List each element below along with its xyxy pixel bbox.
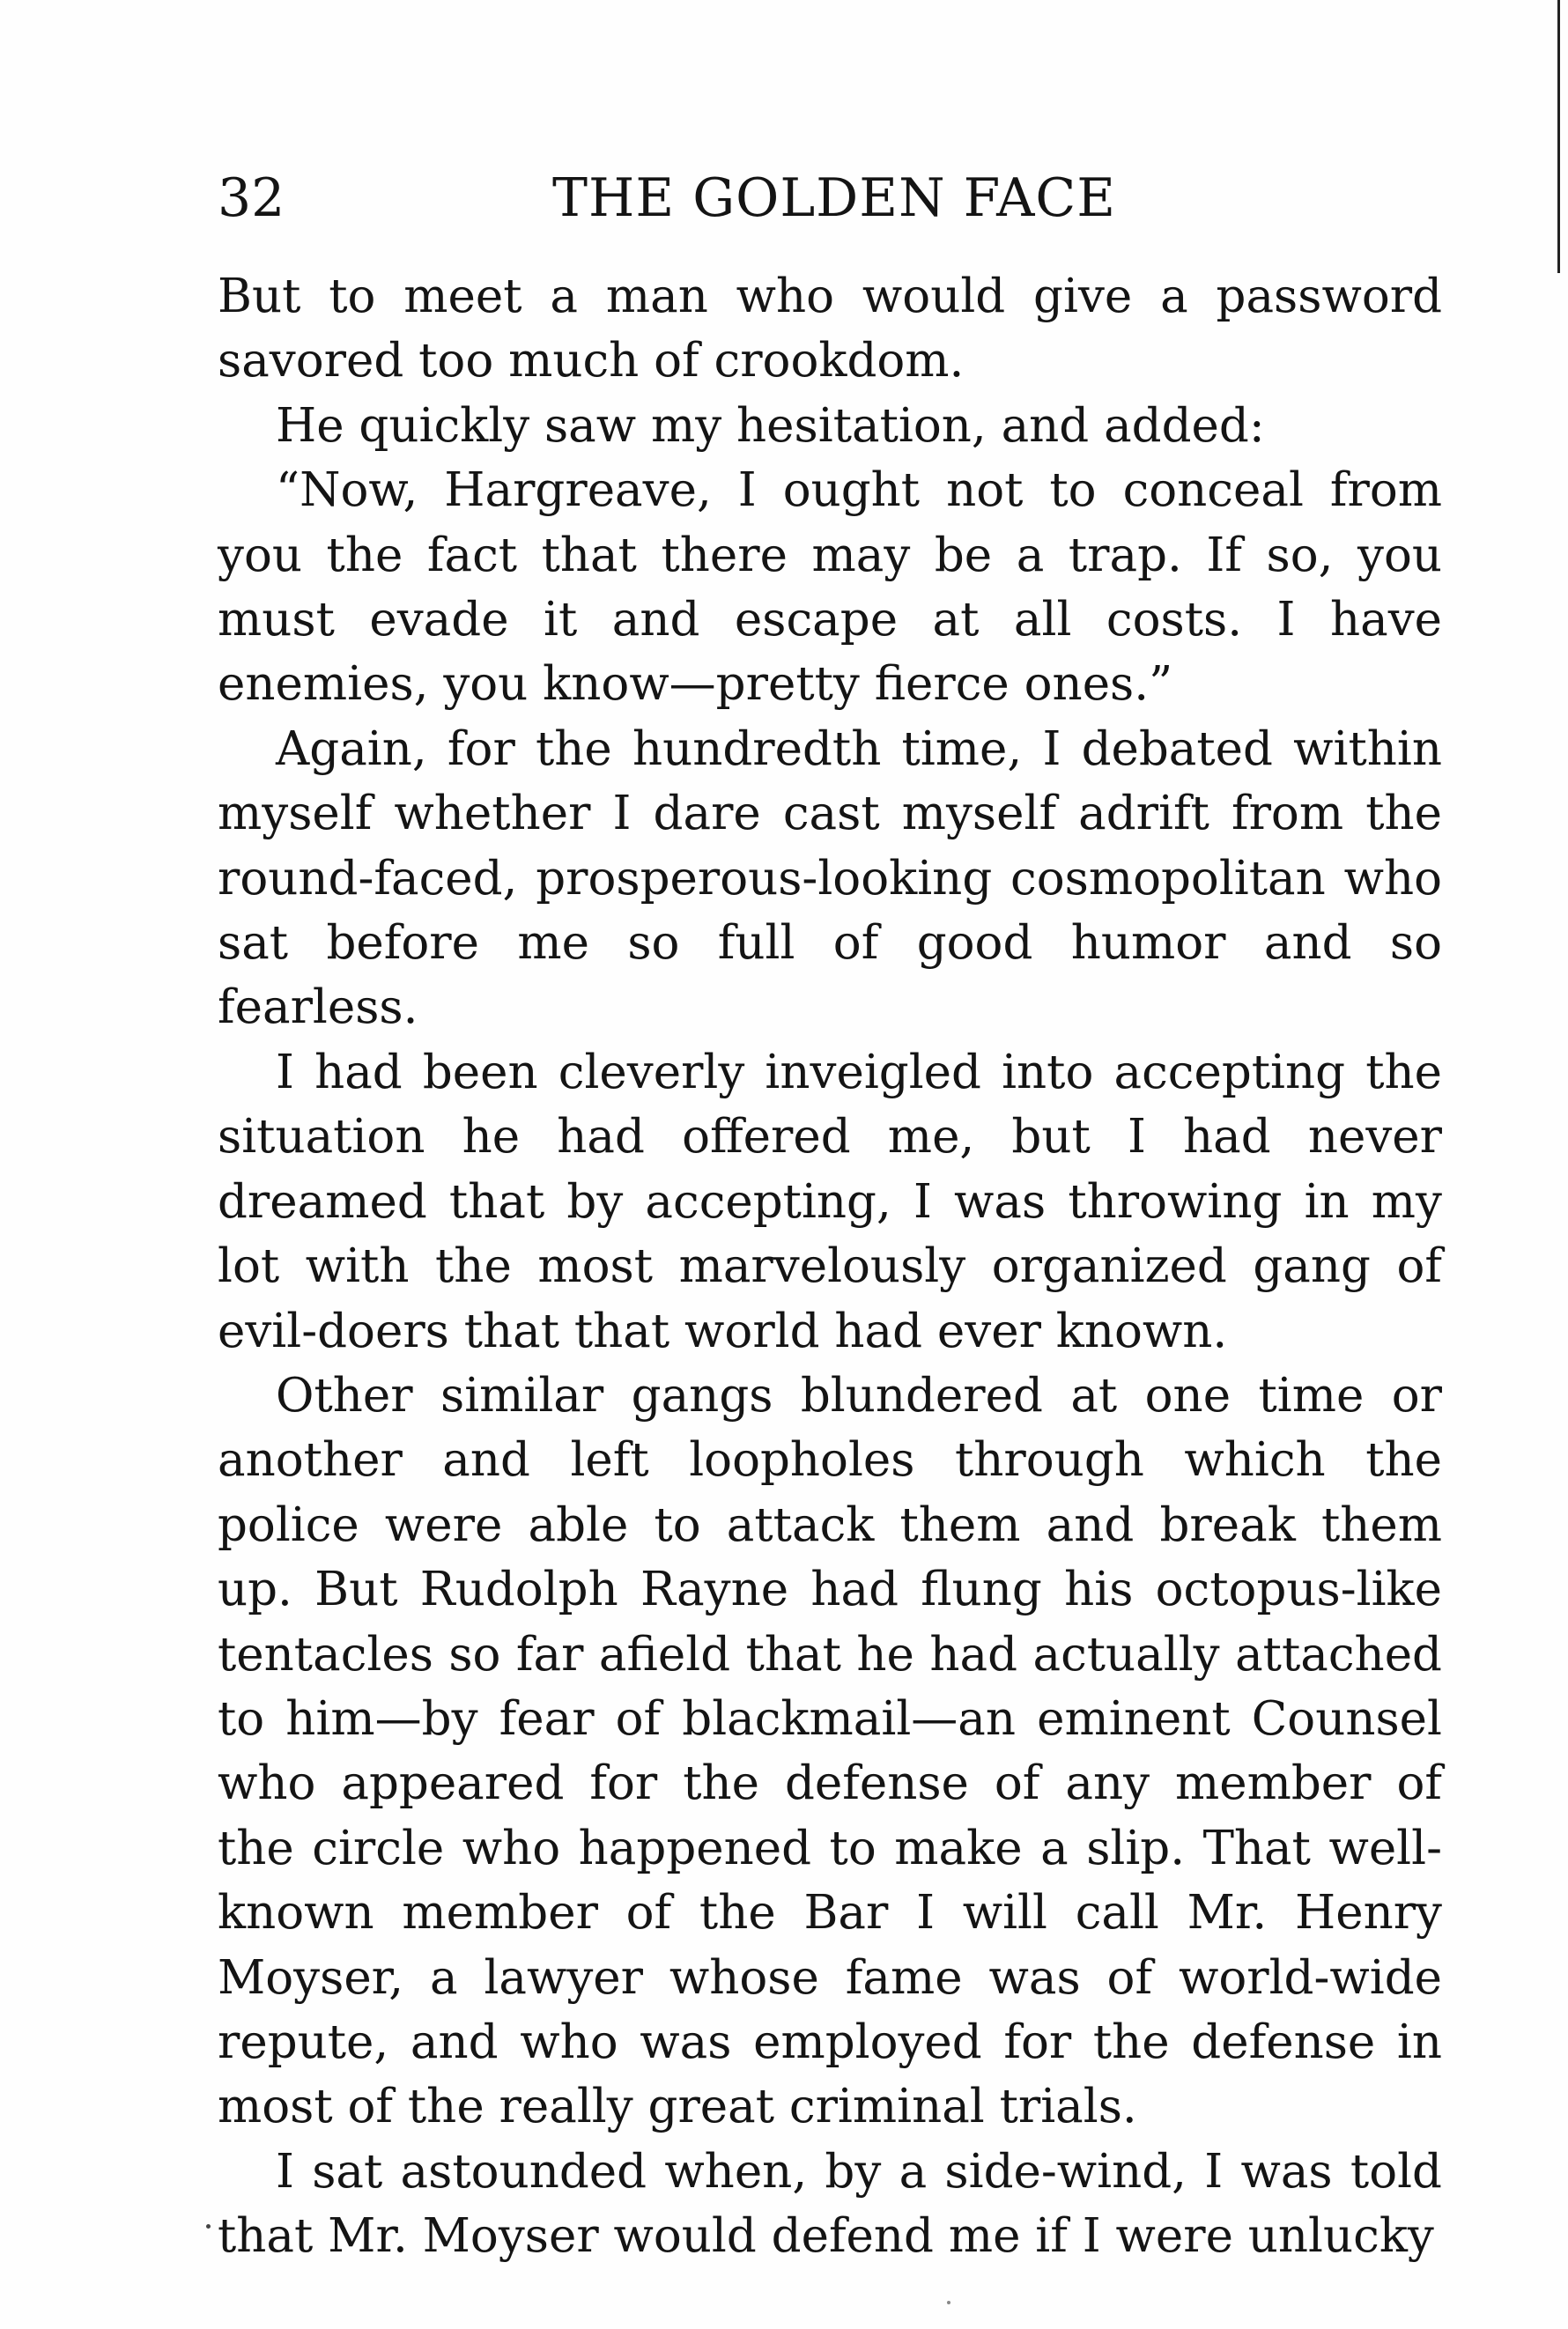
page-number: 32 xyxy=(218,167,285,229)
body-text xyxy=(218,264,1442,2269)
paragraph: “Now, Hargreave, I ought not to conceal from you the fact that there may be a trap. If so, you must evade it and escape at all costs. I have enemies, you know—pretty fierce ones.” xyxy=(218,463,1442,712)
scan-speck xyxy=(947,2301,950,2304)
paragraph: Again, for the hundredth time, I debated within myself whether I dare cast myself adrift from the round-faced, prosperous-looking cosmopolitan who sat before me so full of good humor and so fearless. xyxy=(218,721,1442,1035)
paragraph: Other similar gangs blundered at one time or another and left loopholes through which the police were able to attack them and break them up. But Rudolph Rayne had flung his octopus-like tentacles so far afield that he had actually attached to him—by fear of blackmail—an eminent Counsel who appeared for the defense of any member of the circle who happened to make a slip. That well-known member of the Bar I will call Mr. Henry Moyser, a lawyer whose fame was of world-wide repute, and who was employed for the defense in most of the really great criminal trials. xyxy=(218,1368,1442,2134)
paragraph: I had been cleverly inveigled into accepting the situation he had offered me, but I had never dreamed that by accepting, I was throwing in my lot with the most marvelously organized gang of evil-doers that that world had ever known. xyxy=(218,1045,1442,1358)
running-title: THE GOLDEN FACE xyxy=(552,167,1117,229)
margin-mark xyxy=(206,2224,211,2229)
paragraph: I sat astounded when, by a side-wind, I was told that Mr. Moyser would defend me if I were unlucky xyxy=(218,2144,1442,2264)
page-edge-rule xyxy=(1557,0,1560,273)
paragraph: He quickly saw my hesitation, and added: xyxy=(276,398,1265,453)
paragraph-continued: But to meet a man who would give a password savored too much of crookdom. xyxy=(218,270,1442,388)
running-header xyxy=(218,159,1442,238)
